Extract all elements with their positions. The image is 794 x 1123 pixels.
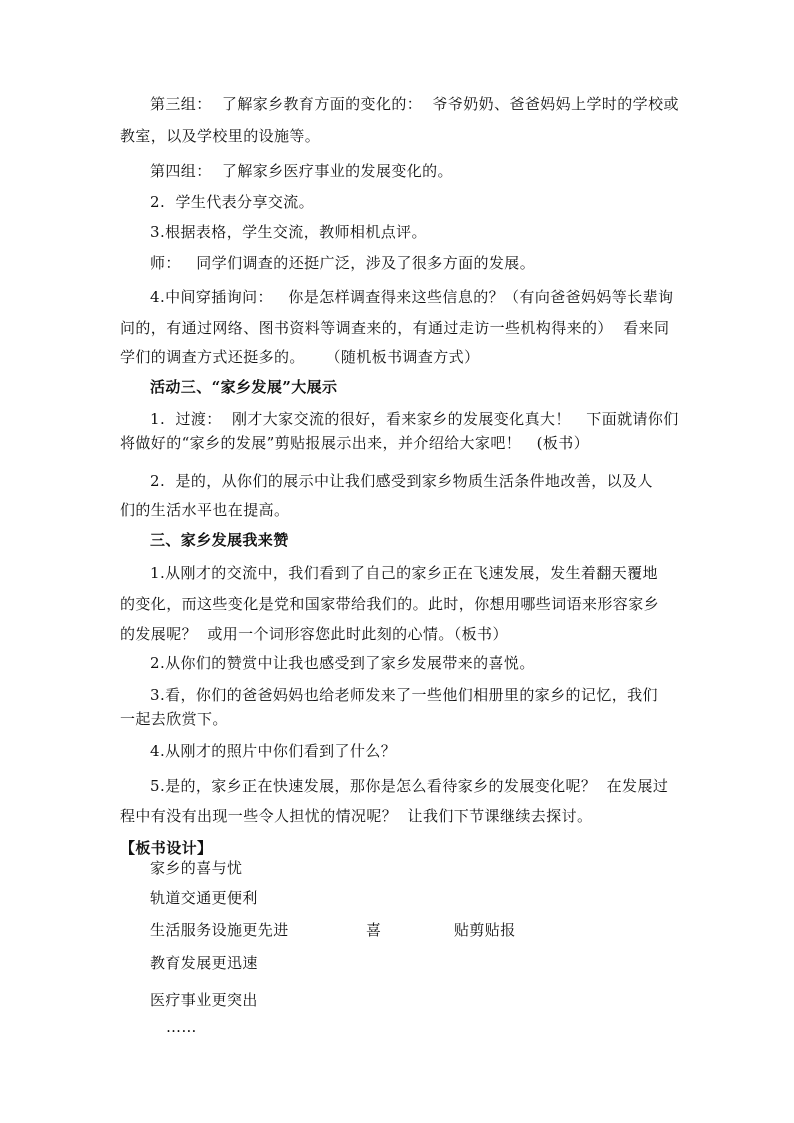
paragraph-line: 1. 过渡： 刚才大家交流的很好，看来家乡的发展变化真大！ 下面就请你们 (150, 410, 679, 428)
paragraph-line: 学们的调查方式还挺多的。 （随机板书调查方式） (120, 348, 480, 366)
paragraph-line: 问的，有通过网络、图书资料等调查来的，有通过走访一些机构得来的） 看来同 (120, 319, 670, 337)
paragraph-line: 一起去欣赏下。 (120, 710, 228, 728)
paragraph-line: 将做好的“家乡的发展”剪贴报展示出来，并介绍给大家吧！ (板书） (120, 434, 590, 452)
board-item: 医疗事业更突出 (150, 991, 258, 1009)
paragraph-line: 师： 同学们调查的还挺广泛，涉及了很多方面的发展。 (150, 254, 536, 272)
paragraph-line: 4.中间穿插询问： 你是怎样调查得来这些信息的？（有向爸爸妈妈等长辈询 (150, 288, 674, 306)
paragraph-line: 5.是的，家乡正在快速发展，那你是怎么看待家乡的发展变化呢？ 在发展过 (150, 777, 669, 795)
board-design-heading: 【板书设计】 (120, 839, 213, 857)
paragraph-line: 2.从你们的赞赏中让我也感受到了家乡发展带来的喜悦。 (150, 654, 535, 672)
paragraph-line: 第三组： 了解家乡教育方面的变化的： 爷爷奶奶、爸爸妈妈上学时的学校或 (150, 95, 679, 113)
board-right-note: 贴剪贴报 (454, 921, 516, 939)
paragraph-line: 3.根据表格，学生交流，教师相机点评。 (150, 223, 427, 241)
section-heading: 活动三、“家乡发展”大展示 (150, 378, 338, 396)
paragraph-line: 第四组： 了解家乡医疗事业的发展变化的。 (150, 162, 453, 180)
board-item: 教育发展更迅速 (150, 954, 258, 972)
paragraph-line: 3.看，你们的爸爸妈妈也给老师发来了一些他们相册里的家乡的记忆，我们 (150, 686, 658, 704)
board-item: 生活服务设施更先进 (150, 921, 289, 939)
paragraph-line: 的发展呢？ 或用一个词形容您此时此刻的心情。（板书） (120, 625, 508, 643)
paragraph-line: 的变化，而这些变化是党和国家带给我们的。此时，你想用哪些词语来形容家乡 (120, 595, 660, 613)
paragraph-line: 程中有没有出现一些令人担忧的情况呢？ 让我们下节课继续去探讨。 (120, 807, 593, 825)
board-ellipsis: …… (166, 1018, 197, 1036)
board-center-word: 喜 (366, 921, 382, 939)
paragraph-line: 2. 学生代表分享交流。 (150, 193, 315, 211)
board-title: 家乡的喜与忧 (150, 859, 243, 877)
board-item: 轨道交通更便利 (150, 889, 258, 907)
paragraph-line: 们的生活水平也在提高。 (120, 501, 290, 519)
paragraph-line: 4.从刚才的照片中你们看到了什么？ (150, 742, 397, 760)
section-heading: 三、家乡发展我来赞 (150, 531, 289, 549)
paragraph-line: 2. 是的，从你们的展示中让我们感受到家乡物质生活条件地改善，以及人 (150, 472, 653, 490)
paragraph-line: 教室，以及学校里的设施等。 (120, 127, 321, 145)
paragraph-line: 1.从刚才的交流中，我们看到了自己的家乡正在飞速发展，发生着翻天覆地 (150, 564, 658, 582)
